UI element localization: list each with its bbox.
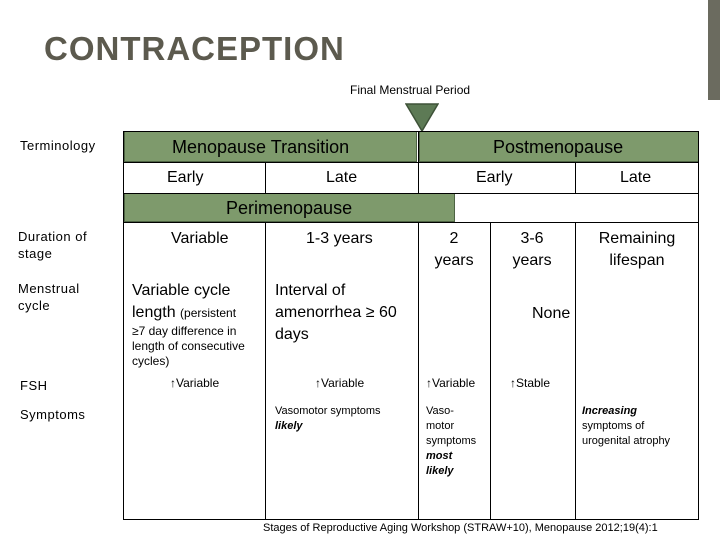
duration-early: Variable xyxy=(171,230,229,247)
menstrual-late: Interval of amenorrhea ≥ 60 days xyxy=(275,282,397,343)
fsh-post-early-2: ↑Stable xyxy=(510,376,551,390)
fsh-early: ↑Variable xyxy=(170,376,220,390)
grid-line xyxy=(123,193,699,194)
fmp-arrow-icon xyxy=(405,103,439,133)
fsh-late: ↑Variable xyxy=(315,376,365,390)
row-label-terminology: Terminology xyxy=(20,138,96,153)
grid-line xyxy=(265,162,266,193)
row-label-menstrual: Menstrual cycle xyxy=(18,281,80,313)
symptoms-post-late: Increasing symptoms of urogenital atrophy xyxy=(582,405,671,447)
duration-post-early-1: 2 years xyxy=(434,230,474,269)
menstrual-early: Variable cycle length (persistent ≥7 day difference in length of consecutive cycles) xyxy=(132,282,245,368)
early-post-label: Early xyxy=(476,169,513,186)
grid-line xyxy=(698,131,699,520)
row-label-symptoms: Symptoms xyxy=(20,407,86,422)
grid-line xyxy=(575,162,576,193)
menstrual-post: None xyxy=(532,305,571,322)
slide-edge-bar xyxy=(708,0,720,100)
symptoms-post-early: Vaso- motor symptoms most likely xyxy=(426,405,477,477)
grid-line xyxy=(490,222,491,520)
row-label-fsh: FSH xyxy=(20,378,48,393)
grid-line xyxy=(123,162,699,163)
citation: Stages of Reproductive Aging Workshop (STRAW+10), Menopause 2012;19(4):1 xyxy=(263,522,658,534)
perimenopause-label: Perimenopause xyxy=(226,198,353,218)
grid-line xyxy=(123,222,699,223)
duration-late: 1-3 years xyxy=(306,230,373,247)
late-transition-label: Late xyxy=(326,169,358,186)
final-menstrual-period-label: Final Menstrual Period xyxy=(350,83,471,97)
grid-line xyxy=(575,222,576,520)
postmenopause-label: Postmenopause xyxy=(493,137,624,157)
row-label-duration: Duration of stage xyxy=(18,229,88,261)
grid-line xyxy=(123,131,699,132)
page-title: CONTRACEPTION xyxy=(44,30,345,67)
late-post-label: Late xyxy=(620,169,652,186)
grid-line xyxy=(418,222,419,520)
duration-post-late: Remaining lifespan xyxy=(598,230,676,269)
menopause-transition-label: Menopause Transition xyxy=(172,137,350,157)
symptoms-late: Vasomotor symptoms likely xyxy=(275,405,381,432)
fsh-post-early-1: ↑Variable xyxy=(426,376,476,390)
early-transition-label: Early xyxy=(167,169,204,186)
grid-line xyxy=(265,222,266,520)
grid-line xyxy=(123,519,699,520)
duration-post-early-2: 3-6 years xyxy=(512,230,552,269)
grid-line xyxy=(123,131,124,520)
